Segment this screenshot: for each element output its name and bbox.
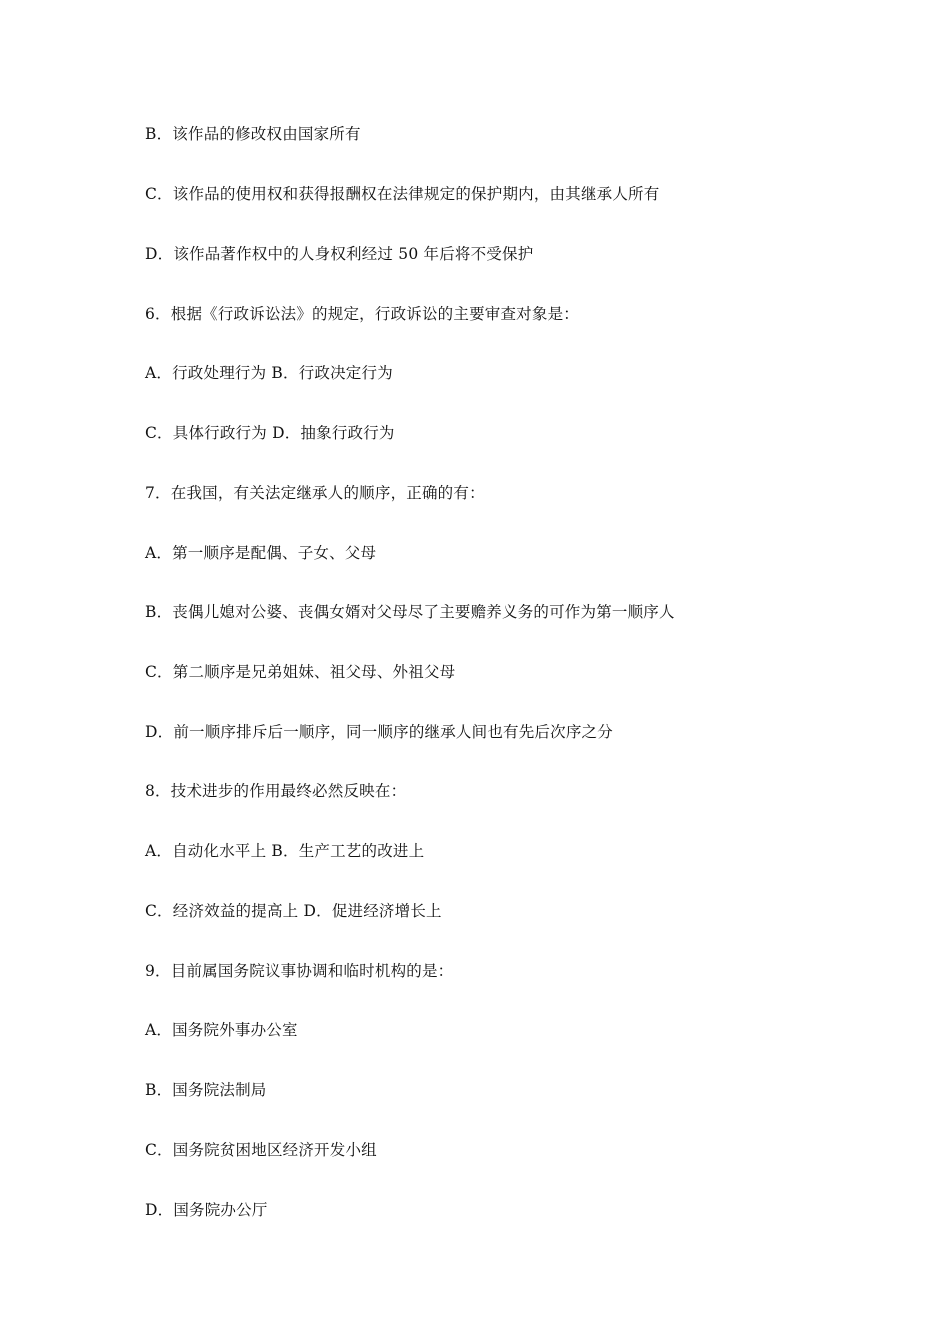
option-9b: B．国务院法制局	[145, 1081, 267, 1099]
option-7a: A．第一顺序是配偶、子女、父母	[145, 544, 377, 562]
options-6cd: C．具体行政行为 D．抽象行政行为	[145, 424, 395, 442]
question-8: 8．技术进步的作用最终必然反映在：	[145, 782, 407, 800]
question-6: 6．根据《行政诉讼法》的规定，行政诉讼的主要审查对象是：	[145, 305, 579, 323]
options-6ab: A．行政处理行为 B．行政决定行为	[145, 364, 393, 382]
option-5d: D．该作品著作权中的人身权利经过 50 年后将不受保护	[145, 245, 534, 263]
option-9c: C．国务院贫困地区经济开发小组	[145, 1141, 377, 1159]
question-7: 7．在我国，有关法定继承人的顺序，正确的有：	[145, 484, 485, 502]
question-9: 9．目前属国务院议事协调和临时机构的是：	[145, 962, 454, 980]
options-8cd: C．经济效益的提高上 D．促进经济增长上	[145, 902, 442, 920]
option-7d: D．前一顺序排斥后一顺序，同一顺序的继承人间也有先后次序之分	[145, 723, 613, 741]
option-9d: D．国务院办公厅	[145, 1201, 268, 1219]
option-7c: C．第二顺序是兄弟姐妹、祖父母、外祖父母	[145, 663, 456, 681]
options-8ab: A．自动化水平上 B．生产工艺的改进上	[145, 842, 425, 860]
option-9a: A．国务院外事办公室	[145, 1021, 298, 1039]
option-5c: C．该作品的使用权和获得报酬权在法律规定的保护期内，由其继承人所有	[145, 185, 660, 203]
option-5b: B．该作品的修改权由国家所有	[145, 125, 361, 143]
option-7b: B．丧偶儿媳对公婆、丧偶女婿对父母尽了主要赡养义务的可作为第一顺序人	[145, 603, 675, 621]
